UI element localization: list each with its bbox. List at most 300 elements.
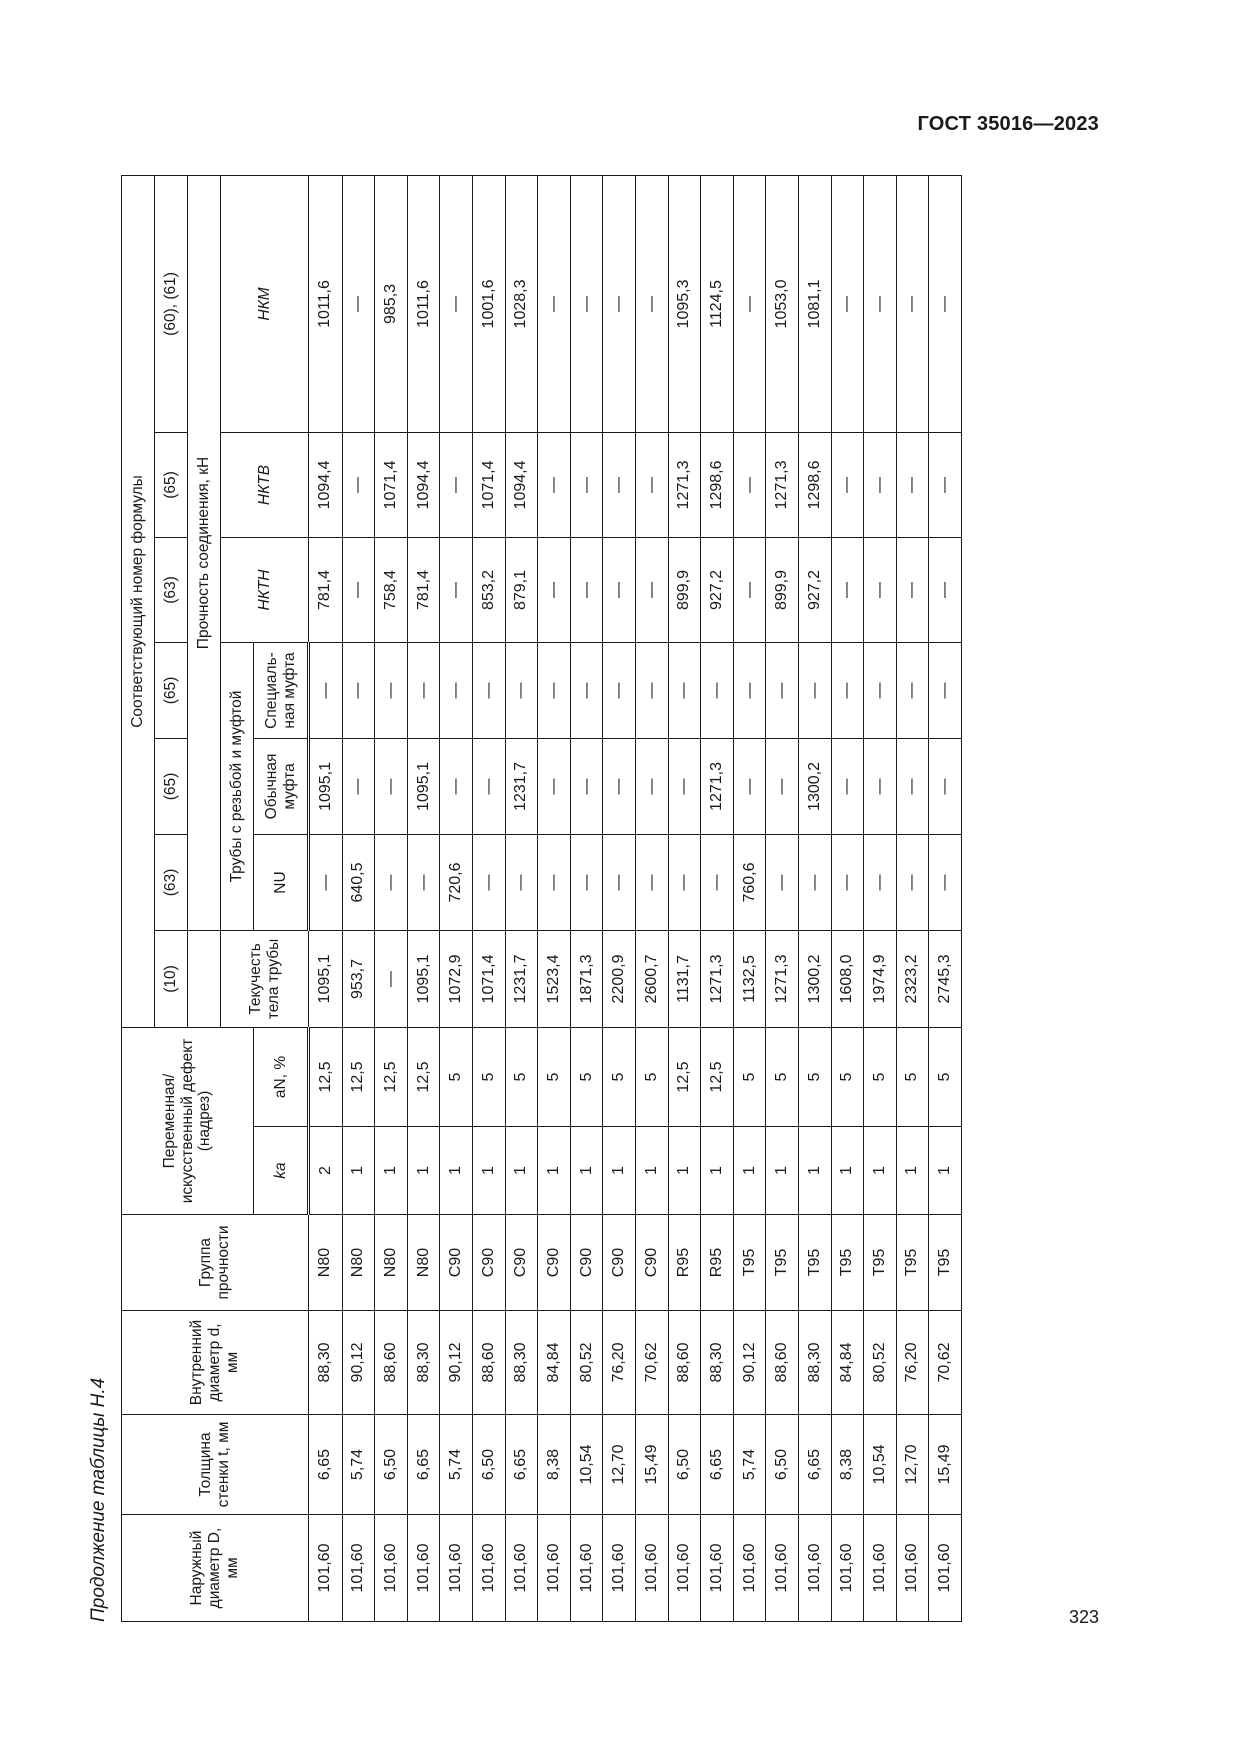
table-cell: — (864, 175, 897, 432)
table-cell: C90 (440, 1215, 473, 1311)
table-row (570, 175, 603, 1621)
table-cell: — (375, 930, 408, 1027)
table-cell: — (635, 738, 668, 834)
table-cell: 1974,9 (864, 930, 897, 1027)
header-nu: NU (254, 834, 309, 930)
table-cell: 101,60 (603, 1515, 636, 1622)
table-cell: — (864, 432, 897, 537)
table-cell: C90 (603, 1215, 636, 1311)
table-cell: — (864, 738, 897, 834)
table-cell: — (538, 537, 571, 642)
table-cell: 1095,3 (668, 175, 701, 432)
table-cell: C90 (538, 1215, 571, 1311)
header-yield-body: Текучесть тела трубы (221, 930, 309, 1027)
table-cell: 101,60 (440, 1515, 473, 1622)
table-cell: — (309, 642, 343, 738)
table-cell: — (603, 738, 636, 834)
table-cell: — (342, 642, 375, 738)
table-cell: 101,60 (472, 1515, 505, 1622)
table-cell: 1231,7 (505, 738, 538, 834)
table-cell: 5 (472, 1027, 505, 1126)
table-cell: 5 (733, 1027, 766, 1126)
table-cell: 88,30 (407, 1311, 440, 1415)
table-row (831, 175, 864, 1621)
table-cell: 101,60 (798, 1515, 831, 1622)
table-row (407, 175, 440, 1621)
table-cell: R95 (701, 1215, 734, 1311)
table-cell: — (766, 834, 799, 930)
table-cell: 1 (831, 1127, 864, 1215)
table-cell: 853,2 (472, 537, 505, 642)
table-cell: 101,60 (733, 1515, 766, 1622)
table-cell: 80,52 (570, 1311, 603, 1415)
table-cell: 1071,4 (375, 432, 408, 537)
table-row (342, 175, 375, 1621)
table-cell: — (831, 738, 864, 834)
table-cell: — (635, 834, 668, 930)
table-cell: — (570, 642, 603, 738)
table-cell: 2600,7 (635, 930, 668, 1027)
header-special-coupling: Специаль-ная муфта (254, 642, 309, 738)
table-cell: 5,74 (440, 1415, 473, 1515)
table-cell: — (342, 537, 375, 642)
formula-number: (65) (155, 642, 188, 738)
table-cell: 1095,1 (309, 738, 343, 834)
table-cell: — (440, 738, 473, 834)
table-cell: 5 (798, 1027, 831, 1126)
table-cell: 1071,4 (472, 432, 505, 537)
table-cell: — (896, 738, 929, 834)
table-cell: 985,3 (375, 175, 408, 432)
table-cell: 1 (407, 1127, 440, 1215)
table-row (929, 175, 962, 1621)
table-cell: 1298,6 (701, 432, 734, 537)
table-cell: 6,50 (375, 1415, 408, 1515)
table-cell: 80,52 (864, 1311, 897, 1415)
table-cell: T95 (896, 1215, 929, 1311)
table-cell: — (701, 642, 734, 738)
table-cell: 927,2 (701, 537, 734, 642)
table-cell: 5 (766, 1027, 799, 1126)
table-cell: 1231,7 (505, 930, 538, 1027)
table-cell: — (538, 738, 571, 834)
table-cell: C90 (570, 1215, 603, 1311)
table-cell: 12,5 (668, 1027, 701, 1126)
table-cell: 1095,1 (309, 930, 343, 1027)
table-cell: — (440, 642, 473, 738)
table-cell: 5 (440, 1027, 473, 1126)
header-regular-coupling: Обычная муфта (254, 738, 309, 834)
table-cell: 90,12 (440, 1311, 473, 1415)
table-cell: 1608,0 (831, 930, 864, 1027)
table-cell: 781,4 (309, 537, 343, 642)
table-cell: 6,65 (309, 1415, 343, 1515)
table-cell: — (570, 834, 603, 930)
table-cell: 1 (505, 1127, 538, 1215)
table-cell: 879,1 (505, 537, 538, 642)
table-cell: — (603, 537, 636, 642)
table-cell: 101,60 (570, 1515, 603, 1622)
table-cell: 1300,2 (798, 930, 831, 1027)
formula-number: (10) (155, 930, 188, 1027)
data-table (121, 175, 962, 1622)
table-cell: 101,60 (864, 1515, 897, 1622)
table-cell: 1 (342, 1127, 375, 1215)
table-cell: — (505, 834, 538, 930)
table-cell: — (342, 175, 375, 432)
table-cell: 6,65 (701, 1415, 734, 1515)
table-cell: T95 (831, 1215, 864, 1311)
table-cell: 101,60 (635, 1515, 668, 1622)
table-cell: N80 (342, 1215, 375, 1311)
table-cell: 12,5 (309, 1027, 343, 1126)
table-cell: — (831, 175, 864, 432)
table-cell: 1 (701, 1127, 734, 1215)
table-cell: — (668, 834, 701, 930)
table-cell: 101,60 (929, 1515, 962, 1622)
table-cell: 1 (375, 1127, 408, 1215)
table-cell: — (342, 738, 375, 834)
header-threaded-coupled: Трубы с резьбой и муфтой (221, 642, 254, 930)
table-cell: 101,60 (342, 1515, 375, 1622)
table-cell: N80 (407, 1215, 440, 1311)
table-cell: 5 (505, 1027, 538, 1126)
table-cell: 88,60 (668, 1311, 701, 1415)
table-cell: 101,60 (668, 1515, 701, 1622)
table-cell: 1298,6 (798, 432, 831, 537)
table-cell: 101,60 (309, 1515, 343, 1622)
table-row (375, 175, 408, 1621)
standard-designation: ГОСТ 35016—2023 (917, 113, 1099, 135)
table-cell: — (798, 642, 831, 738)
table-cell: 101,60 (375, 1515, 408, 1622)
header-ka: ka (254, 1127, 309, 1215)
table-cell: — (375, 834, 408, 930)
table-cell: 1 (603, 1127, 636, 1215)
table-cell: 101,60 (538, 1515, 571, 1622)
table-cell: 76,20 (603, 1311, 636, 1415)
table-cell: — (831, 834, 864, 930)
table-cell: — (896, 432, 929, 537)
formula-number: (65) (155, 738, 188, 834)
table-cell: 5 (603, 1027, 636, 1126)
table-row (896, 175, 929, 1621)
table-cell: — (538, 834, 571, 930)
table-cell: 1124,5 (701, 175, 734, 432)
table-cell: — (929, 642, 962, 738)
table-cell: C90 (505, 1215, 538, 1311)
table-cell: 1271,3 (701, 930, 734, 1027)
header-blank (188, 930, 221, 1027)
table-cell: 1095,1 (407, 738, 440, 834)
table-cell: 1 (570, 1127, 603, 1215)
table-cell: — (929, 432, 962, 537)
table-cell: 8,38 (831, 1415, 864, 1515)
table-cell: — (733, 175, 766, 432)
table-cell: 5 (570, 1027, 603, 1126)
table-cell: — (864, 642, 897, 738)
table-cell: — (831, 432, 864, 537)
table-cell: C90 (472, 1215, 505, 1311)
table-cell: 70,62 (635, 1311, 668, 1415)
table-cell: 1 (798, 1127, 831, 1215)
table-cell: — (896, 537, 929, 642)
table-cell: T95 (766, 1215, 799, 1311)
table-cell: 2 (309, 1127, 343, 1215)
header-connection-strength: Прочность соединения, кН (188, 175, 221, 930)
table-cell: — (603, 834, 636, 930)
table-row (864, 175, 897, 1621)
table-cell: 1271,3 (701, 738, 734, 834)
table-cell: 88,60 (375, 1311, 408, 1415)
header-wall-thickness: Толщина стенки t, мм (122, 1415, 309, 1515)
table-cell: 1053,0 (766, 175, 799, 432)
table-cell: — (929, 834, 962, 930)
table-cell: 5 (635, 1027, 668, 1126)
table-cell: R95 (668, 1215, 701, 1311)
table-cell: — (570, 432, 603, 537)
table-cell: C90 (635, 1215, 668, 1311)
table-cell: — (929, 738, 962, 834)
table-cell: — (440, 175, 473, 432)
table-cell: 899,9 (668, 537, 701, 642)
table-cell: 101,60 (407, 1515, 440, 1622)
table-cell: — (733, 432, 766, 537)
table-cell: 927,2 (798, 537, 831, 642)
table-cell: 10,54 (570, 1415, 603, 1515)
table-cell: — (407, 834, 440, 930)
table-cell: 1081,1 (798, 175, 831, 432)
table-cell: 6,65 (505, 1415, 538, 1515)
table-cell: 1871,3 (570, 930, 603, 1027)
table-cell: 88,60 (766, 1311, 799, 1415)
table-cell: — (929, 537, 962, 642)
table-cell: 88,30 (505, 1311, 538, 1415)
table-cell: 90,12 (733, 1311, 766, 1415)
header-formula: Соответствующий номер формулы (122, 175, 155, 1027)
formula-number: (63) (155, 537, 188, 642)
table-cell: T95 (929, 1215, 962, 1311)
table-cell: 1094,4 (505, 432, 538, 537)
table-cell: 1 (896, 1127, 929, 1215)
table-cell: — (864, 537, 897, 642)
formula-number: (65) (155, 432, 188, 537)
table-cell: — (635, 175, 668, 432)
header-nktn: НКТН (221, 537, 309, 642)
table-cell: 6,50 (766, 1415, 799, 1515)
table-header (122, 175, 309, 1621)
table-cell: — (831, 537, 864, 642)
table-cell: 2200,9 (603, 930, 636, 1027)
table-cell: 6,50 (668, 1415, 701, 1515)
table-cell: — (570, 537, 603, 642)
table-cell: — (766, 738, 799, 834)
table-row (603, 175, 636, 1621)
table-cell: — (342, 432, 375, 537)
table-cell: — (635, 432, 668, 537)
table-cell: — (896, 175, 929, 432)
table-cell: — (603, 175, 636, 432)
table-cell: 6,50 (472, 1415, 505, 1515)
table-cell: — (472, 834, 505, 930)
table-cell: 8,38 (538, 1415, 571, 1515)
table-cell: — (440, 537, 473, 642)
table-cell: 1 (635, 1127, 668, 1215)
table-cell: 640,5 (342, 834, 375, 930)
table-cell: 1132,5 (733, 930, 766, 1027)
table-cell: — (864, 834, 897, 930)
table-cell: 1001,6 (472, 175, 505, 432)
table-cell: 12,5 (375, 1027, 408, 1126)
table-cell: — (733, 738, 766, 834)
table-cell: — (668, 738, 701, 834)
table-cell: 1 (538, 1127, 571, 1215)
table-cell: 1072,9 (440, 930, 473, 1027)
header-an: aN, % (254, 1027, 309, 1126)
page-number: 323 (1068, 1607, 1099, 1627)
header-defect: Переменная/ искусственный дефект (надрез) (122, 1027, 254, 1214)
table-cell: 70,62 (929, 1311, 962, 1415)
table-cell: 88,30 (309, 1311, 343, 1415)
table-cell: 2323,2 (896, 930, 929, 1027)
table-cell: 5,74 (733, 1415, 766, 1515)
table-row (701, 175, 734, 1621)
table-cell: T95 (733, 1215, 766, 1311)
table-cell: 1523,4 (538, 930, 571, 1027)
table-cell: 10,54 (864, 1415, 897, 1515)
table-cell: — (375, 642, 408, 738)
table-cell: 720,6 (440, 834, 473, 930)
table-cell: 76,20 (896, 1311, 929, 1415)
table-cell: — (635, 537, 668, 642)
table-cell: — (505, 642, 538, 738)
table-cell: 101,60 (701, 1515, 734, 1622)
table-cell: 1011,6 (309, 175, 343, 432)
table-cell: — (375, 738, 408, 834)
table-cell: — (309, 834, 343, 930)
table-row (798, 175, 831, 1621)
table-row (766, 175, 799, 1621)
table-cell: 5 (864, 1027, 897, 1126)
table-cell: N80 (375, 1215, 408, 1311)
table-cell: 12,70 (603, 1415, 636, 1515)
table-cell: — (896, 834, 929, 930)
table-cell: 1 (864, 1127, 897, 1215)
table-cell: 1 (668, 1127, 701, 1215)
table-cell: 6,65 (407, 1415, 440, 1515)
table-cell: 1271,3 (766, 930, 799, 1027)
table-cell: 6,65 (798, 1415, 831, 1515)
table-cell: 2745,3 (929, 930, 962, 1027)
table-cell: — (701, 834, 734, 930)
table-row (505, 175, 538, 1621)
table-cell: 5 (538, 1027, 571, 1126)
table-cell: 12,70 (896, 1415, 929, 1515)
table-cell: 101,60 (766, 1515, 799, 1622)
table-row (538, 175, 571, 1621)
table-cell: N80 (309, 1215, 343, 1311)
table-cell: — (538, 432, 571, 537)
table-cell: 101,60 (896, 1515, 929, 1622)
table-cell: T95 (798, 1215, 831, 1311)
header-nktv: НКТВ (221, 432, 309, 537)
table-cell: 1271,3 (766, 432, 799, 537)
table-cell: — (896, 642, 929, 738)
formula-number: (60), (61) (155, 175, 188, 432)
table-cell: — (407, 642, 440, 738)
table-cell: 1071,4 (472, 930, 505, 1027)
table-cell: 15,49 (929, 1415, 962, 1515)
table-row (309, 175, 343, 1621)
table-row (440, 175, 473, 1621)
table-cell: 12,5 (407, 1027, 440, 1126)
table-cell: — (538, 642, 571, 738)
table-cell: 88,60 (472, 1311, 505, 1415)
table-cell: — (733, 642, 766, 738)
table-cell: — (570, 175, 603, 432)
table-row (668, 175, 701, 1621)
table-cell: — (603, 642, 636, 738)
table-cell: — (538, 175, 571, 432)
table-cell: — (440, 432, 473, 537)
table-caption: Продолжение таблицы Н.4 (88, 1377, 109, 1622)
table-cell: 84,84 (538, 1311, 571, 1415)
header-outer-diameter: Наружный диаметр D, мм (122, 1515, 309, 1622)
table-cell: 1094,4 (309, 432, 343, 537)
table-cell: 1 (733, 1127, 766, 1215)
table-cell: — (766, 642, 799, 738)
table-cell: 899,9 (766, 537, 799, 642)
formula-number: (63) (155, 834, 188, 930)
table-cell: 953,7 (342, 930, 375, 1027)
table-cell: T95 (864, 1215, 897, 1311)
header-inner-diameter: Внутренний диаметр d, мм (122, 1311, 309, 1415)
table-cell: 5 (831, 1027, 864, 1126)
table-cell: — (635, 642, 668, 738)
header-nkm: НКМ (221, 175, 309, 432)
table-cell: 1028,3 (505, 175, 538, 432)
table-cell: 1300,2 (798, 738, 831, 834)
table-cell: — (733, 537, 766, 642)
table-cell: 5,74 (342, 1415, 375, 1515)
table-cell: 1271,3 (668, 432, 701, 537)
table-cell: 101,60 (505, 1515, 538, 1622)
table-cell: 781,4 (407, 537, 440, 642)
table-cell: — (570, 738, 603, 834)
rotated-table-block (85, 176, 1093, 1622)
table-cell: 758,4 (375, 537, 408, 642)
table-cell: 12,5 (342, 1027, 375, 1126)
table-cell: 5 (896, 1027, 929, 1126)
table-cell: 1 (929, 1127, 962, 1215)
table-cell: 760,6 (733, 834, 766, 930)
table-cell: — (472, 642, 505, 738)
table-cell: 84,84 (831, 1311, 864, 1415)
table-row (635, 175, 668, 1621)
table-cell: 90,12 (342, 1311, 375, 1415)
table-cell: 1011,6 (407, 175, 440, 432)
table-cell: — (798, 834, 831, 930)
table-cell: 88,30 (701, 1311, 734, 1415)
table-cell: — (668, 642, 701, 738)
header-strength-group: Группа прочности (122, 1215, 309, 1311)
table-cell: 12,5 (701, 1027, 734, 1126)
table-cell: 5 (929, 1027, 962, 1126)
table-cell: 15,49 (635, 1415, 668, 1515)
table-cell: 88,30 (798, 1311, 831, 1415)
table-cell: 1094,4 (407, 432, 440, 537)
table-row (733, 175, 766, 1621)
